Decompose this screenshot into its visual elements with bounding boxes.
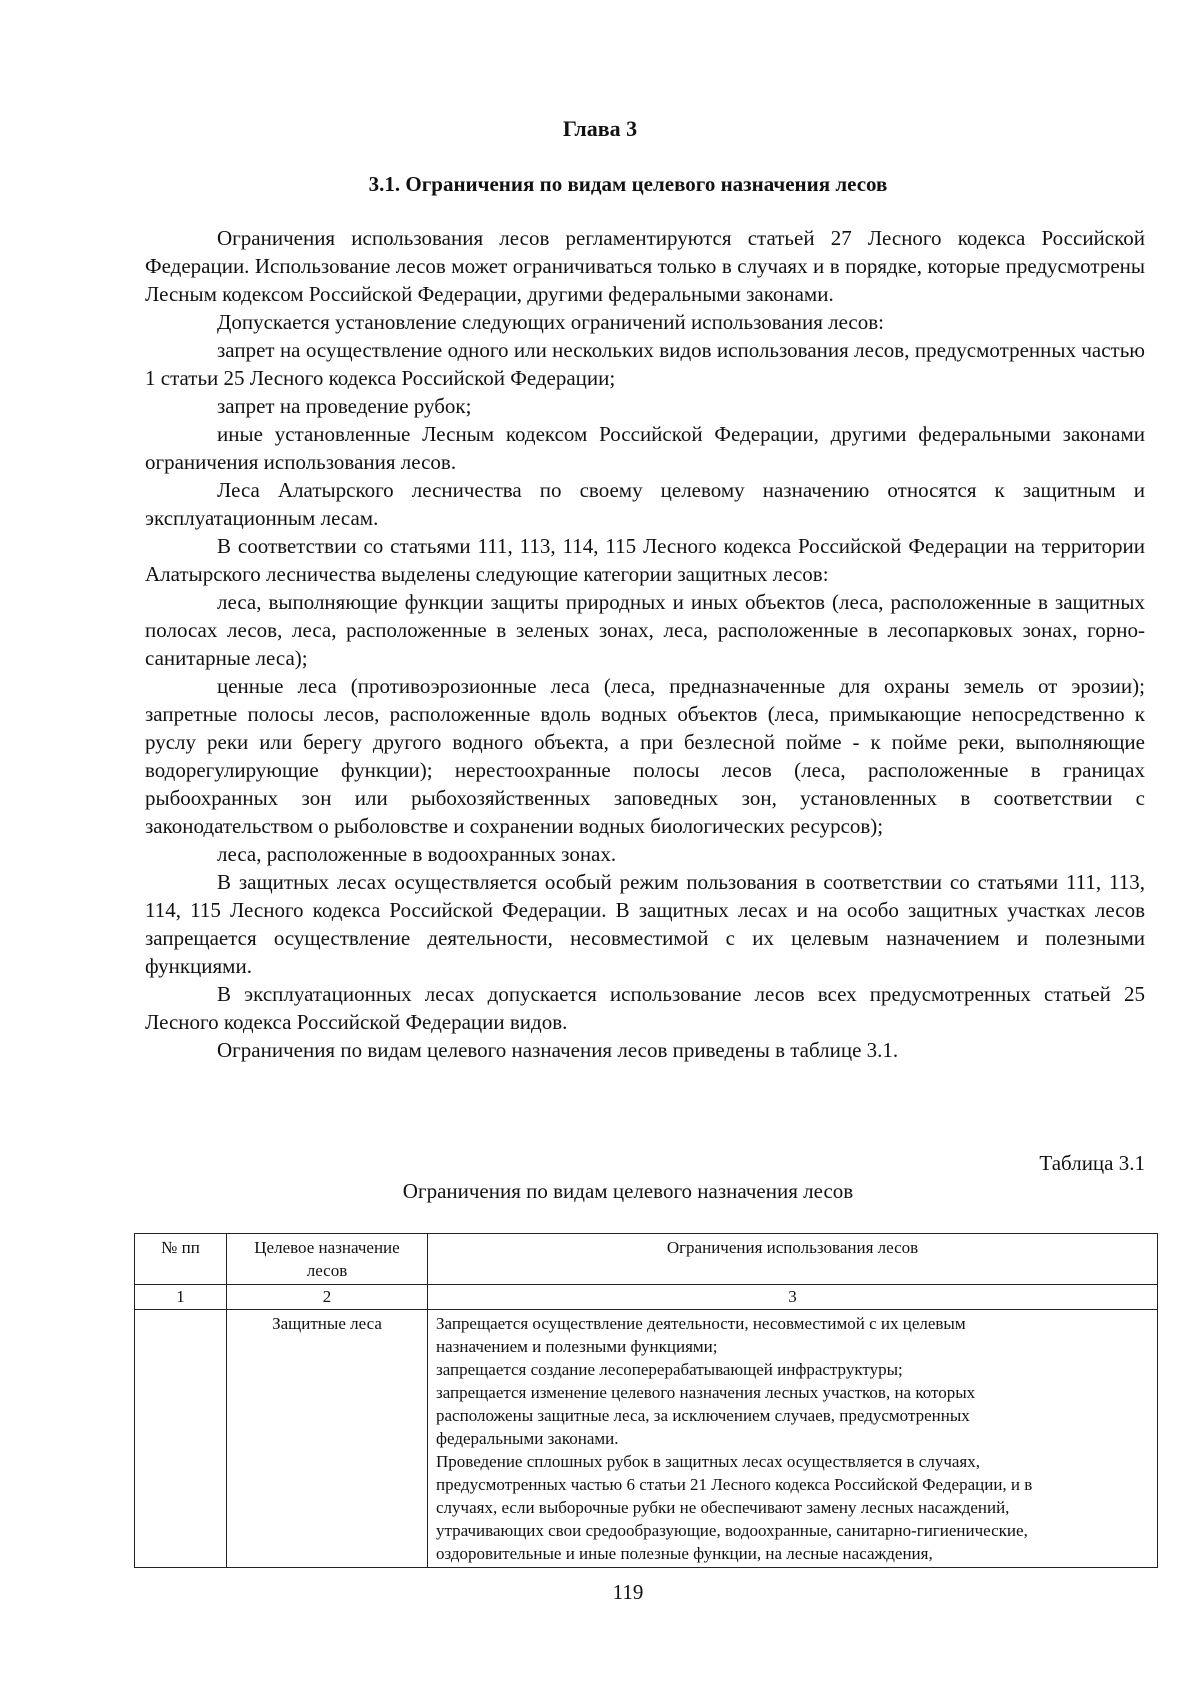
row-number-cell [135, 1310, 227, 1568]
paragraph: Леса Алатырского лесничества по своему целевому назначению относятся к защитным и эксплуатационным лесам. [145, 478, 1145, 530]
table-label: Таблица 3.1 [1039, 1151, 1145, 1175]
column-number-cell: 1 [135, 1285, 227, 1310]
restriction-line: назначением и полезными функциями; [436, 1337, 718, 1356]
row-restrictions-cell [428, 1310, 1158, 1568]
column-number-cell: 3 [428, 1285, 1158, 1310]
restriction-line: запрещается изменение целевого назначения лесных участков, на которых [436, 1383, 976, 1402]
row-purpose-cell: Защитные леса [227, 1310, 428, 1568]
section-title: 3.1. Ограничения по видам целевого назначения лесов [368, 172, 888, 196]
restriction-line: расположены защитные леса, за исключением случаев, предусмотренных [436, 1406, 970, 1425]
chapter-title: Глава 3 [562, 116, 638, 141]
page-number: 119 [612, 1580, 644, 1604]
table-column-number-row [135, 1285, 1158, 1310]
restriction-line: Проведение сплошных рубок в защитных лесах осуществляется в случаях, [436, 1452, 980, 1471]
paragraph: ценные леса (противоэрозионные леса (леса, предназначенные для охраны земель от эрозии); запретные полосы лесов, расположенные вдоль водных объектов (леса, примыкающие непосредственно к руслу реки или берегу другого водного объекта, а при безлесной пойме - к пойме реки, выполняющие водорегулирующие функции); нерестоохранные полосы лесов (леса, расположенные в границах рыбоохранных зон или рыбохозяйственных заповедных зон, установленных в соответствии с законодательством о рыболовстве и сохранении водных биологических ресурсов); [145, 674, 1145, 838]
paragraph: леса, расположенные в водоохранных зонах. [217, 842, 617, 866]
table-row [135, 1310, 1158, 1568]
restriction-line: запрещается создание лесоперерабатывающей инфраструктуры; [436, 1360, 903, 1379]
body-text [145, 224, 1145, 1064]
paragraph: запрет на проведение рубок; [217, 394, 472, 418]
column-number-cell: 2 [227, 1285, 428, 1310]
table-header-row [135, 1234, 1158, 1285]
restrictions-table [134, 1233, 1158, 1568]
paragraph: В соответствии со статьями 111, 113, 114, 115 Лесного кодекса Российской Федерации на территории Алатырского лесничества выделены следующие категории защитных лесов: [145, 534, 1145, 586]
paragraph: В защитных лесах осуществляется особый режим пользования в соответствии со статьями 111, 113, 114, 115 Лесного кодекса Российской Федерации. В защитных лесах и на особо защитных участках лесов запрещается осуществление деятельности, несовместимой с их целевым назначением и полезными функциями. [145, 870, 1145, 978]
paragraph: Ограничения использования лесов регламентируются статьей 27 Лесного кодекса Российской Федерации. Использование лесов может ограничиваться только в случаях и в порядке, которые предусмотрены Лесным кодексом Российской Федерации, другими федеральными законами. [145, 226, 1145, 306]
paragraph: леса, выполняющие функции защиты природных и иных объектов (леса, расположенные в защитных полосах лесов, леса, расположенные в зеленых зонах, леса, расположенные в лесопарковых зонах, горно-санитарные леса); [145, 590, 1145, 670]
restriction-line: случаях, если выборочные рубки не обеспечивают замену лесных насаждений, [436, 1498, 1010, 1517]
header-cell-number: № пп [135, 1234, 227, 1285]
restriction-line: Запрещается осуществление деятельности, несовместимой с их целевым [436, 1314, 966, 1333]
paragraph: В эксплуатационных лесах допускается использование лесов всех предусмотренных статьей 25 Лесного кодекса Российской Федерации видов. [145, 982, 1145, 1034]
header-cell-restrictions: Ограничения использования лесов [428, 1234, 1158, 1285]
restriction-line: предусмотренных частью 6 статьи 21 Лесного кодекса Российской Федерации, и в [436, 1475, 1033, 1494]
paragraph: Ограничения по видам целевого назначения лесов приведены в таблице 3.1. [217, 1038, 899, 1062]
header-cell-purpose: Целевое назначение лесов [227, 1234, 428, 1285]
paragraph: иные установленные Лесным кодексом Российской Федерации, другими федеральными законами ограничения использования лесов. [145, 422, 1145, 474]
restriction-line: утрачивающих свои средообразующие, водоохранные, санитарно-гигиенические, [436, 1521, 1028, 1540]
paragraph: Допускается установление следующих ограничений использования лесов: [217, 310, 884, 334]
restriction-line: федеральными законами. [436, 1429, 619, 1448]
restriction-line: оздоровительные и иные полезные функции, на лесные насаждения, [436, 1544, 933, 1563]
paragraph: запрет на осуществление одного или нескольких видов использования лесов, предусмотренных частью 1 статьи 25 Лесного кодекса Российской Федерации; [145, 338, 1145, 390]
table-title: Ограничения по видам целевого назначения лесов [402, 1179, 854, 1203]
